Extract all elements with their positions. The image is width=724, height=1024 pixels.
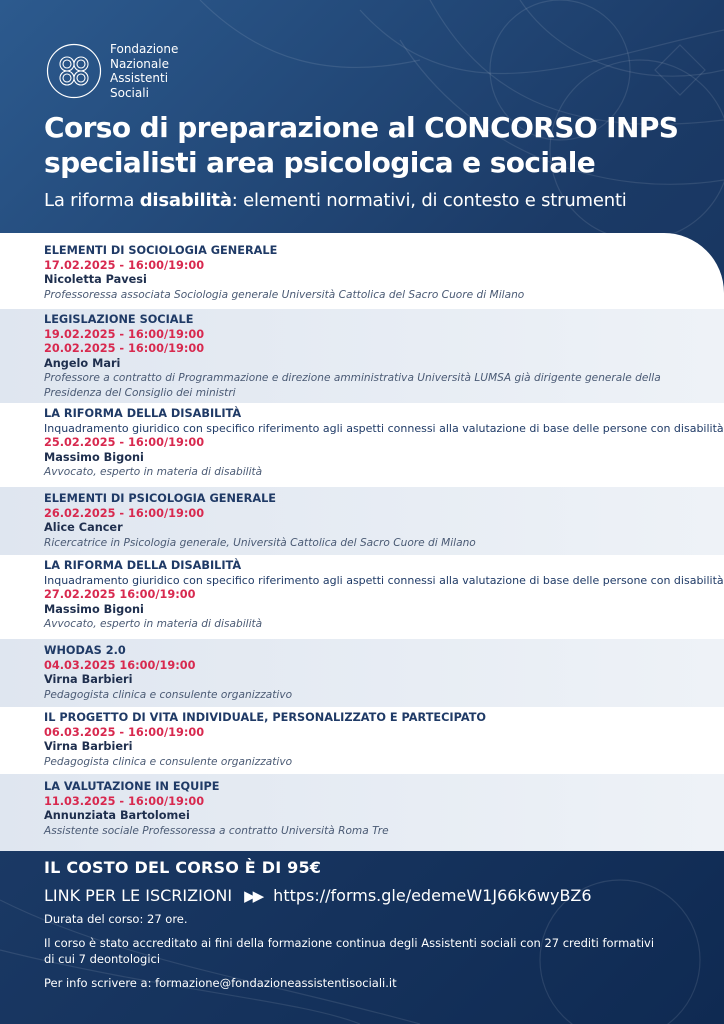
session-speaker: Angelo Mari [44,356,121,370]
session-5 [0,559,724,632]
session-speaker: Nicoletta Pavesi [44,273,147,287]
session-description: Inquadramento giuridico con specifico riferimento agli aspetti connessi alla valutazione di base delle persone con disabilità [44,573,724,587]
title-line-1: Corso di preparazione al CONCORSO INPS [44,111,679,144]
subtitle-after: : elementi normativi, di contesto e strumenti [231,190,627,211]
session-date: 26.02.2025 - 16:00/19:00 [44,506,205,520]
session-7 [0,711,724,769]
session-title: WHODAS 2.0 [44,644,126,657]
page-title [44,110,678,180]
session-8 [0,774,724,851]
registration-link-label: LINK PER LE ISCRIZIONI [44,886,233,905]
session-speaker-role: Avvocato, esperto in materia di disabilità [44,466,263,479]
session-date: 17.02.2025 - 16:00/19:00 [44,258,205,272]
foundation-logo-icon [46,43,102,99]
session-title: ELEMENTI DI PSICOLOGIA GENERALE [44,492,276,505]
session-4 [0,487,724,555]
organization-name-line: Sociali [110,85,149,100]
session-2 [0,309,724,403]
schedule-panel [0,233,724,851]
session-speaker: Massimo Bigoni [44,602,144,616]
session-date: 25.02.2025 - 16:00/19:00 [44,436,205,450]
session-speaker-role: Professoressa associata Sociologia generale Università Cattolica del Sacro Cuore di Milano [44,288,525,301]
session-1 [0,244,724,302]
session-description: Inquadramento giuridico con specifico riferimento agli aspetti connessi alla valutazione di base delle persone con disabilità [44,421,724,435]
session-speaker: Alice Cancer [44,521,123,535]
subtitle-bold: disabilità [139,190,232,211]
double-arrow-icon: ▶▶ [244,886,262,905]
course-cost: IL COSTO DEL CORSO È DI 95€ [44,858,322,877]
course-duration: Durata del corso: 27 ore. [44,912,188,926]
page-subtitle [44,190,627,211]
organization-name-line: Fondazione [110,42,179,56]
session-title: LEGISLAZIONE SOCIALE [44,313,194,326]
accreditation-note: Il corso è stato accreditato ai fini della formazione continua degli Assistenti sociali con 27 crediti formativi di cui 7 deontologici [44,936,655,966]
session-title: LA RIFORMA DELLA DISABILITÀ [44,559,242,572]
session-date: 06.03.2025 - 16:00/19:00 [44,725,205,739]
organization-name [110,42,178,100]
session-title: LA VALUTAZIONE IN EQUIPE [44,780,220,793]
session-speaker-role: Assistente sociale Professoressa a contratto Università Roma Tre [44,824,389,837]
subtitle-before: La riforma [44,190,140,211]
session-date: 20.02.2025 - 16:00/19:00 [44,342,205,356]
session-speaker: Virna Barbieri [44,673,133,687]
registration-link[interactable]: https://forms.gle/edemeW1J66k6wyBZ6 [273,886,592,905]
session-speaker-role: Pedagogista clinica e consulente organizzativo [44,688,293,701]
session-speaker-role: Ricercatrice in Psicologia generale, Università Cattolica del Sacro Cuore di Milano [44,536,476,549]
session-date: 27.02.2025 16:00/19:00 [44,588,196,602]
footer-info [44,855,664,990]
session-date: 11.03.2025 - 16:00/19:00 [44,794,205,808]
organization-name-line: Nazionale [110,56,169,71]
registration-link-row [44,886,664,905]
session-speaker: Virna Barbieri [44,740,133,754]
contact-info: Per info scrivere a: formazione@fondazioneassistentisociali.it [44,976,397,990]
session-speaker: Annunziata Bartolomei [44,809,190,823]
session-speaker-role: Avvocato, esperto in materia di disabilità [44,618,263,631]
session-title: LA RIFORMA DELLA DISABILITÀ [44,407,242,420]
title-line-2: specialisti area psicologica e sociale [44,146,596,179]
session-speaker: Massimo Bigoni [44,450,144,464]
session-speaker-role: Presidenza del Consiglio dei ministri [44,386,236,399]
session-speaker-role: Pedagogista clinica e consulente organizzativo [44,755,293,768]
session-title: IL PROGETTO DI VITA INDIVIDUALE, PERSONALIZZATO E PARTECIPATO [44,711,487,724]
session-6 [0,639,724,707]
session-date: 19.02.2025 - 16:00/19:00 [44,327,205,341]
session-3 [0,407,724,480]
organization-name-line: Assistenti [110,71,169,85]
session-title: ELEMENTI DI SOCIOLOGIA GENERALE [44,244,278,257]
session-speaker-role: Professore a contratto di Programmazione e direzione amministrativa Università LUMSA già dirigente generale della [44,372,661,385]
session-date: 04.03.2025 16:00/19:00 [44,658,196,672]
